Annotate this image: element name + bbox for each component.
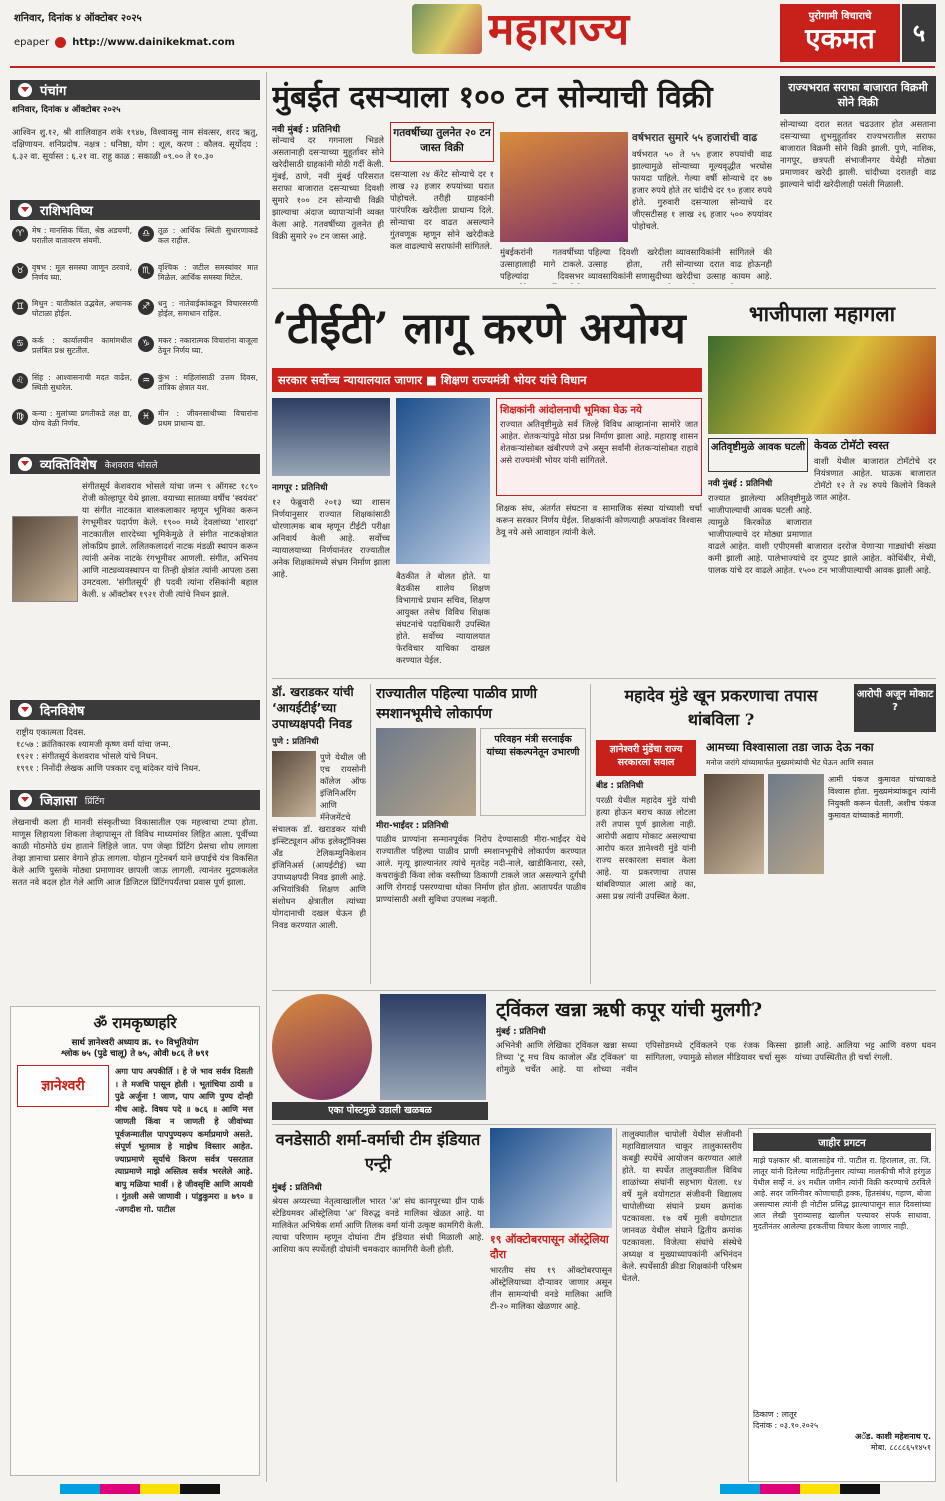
bhaji-story	[708, 292, 936, 672]
dinvishesh-item: १८५७ : क्रांतिकारक श्यामजी कृष्ण वर्मा यांचा जन्म.	[16, 739, 171, 749]
munde-photo-2	[768, 774, 824, 874]
zodiac-icon: ♒	[138, 373, 154, 389]
jidnyasa-title: जिज्ञासा	[40, 794, 77, 809]
map-graphic	[412, 4, 482, 54]
bhaji-byline: नवी मुंबई : प्रतिनिधी	[708, 479, 773, 489]
rashi-item	[12, 409, 132, 440]
page-number: ५	[902, 4, 936, 62]
tet-box-title: शिक्षकांनी आंदोलनाची भूमिका घेऊ नये	[500, 405, 642, 416]
smashan-headline: राज्यातील पहिल्या पाळीव प्राणी स्मशानभूमीचे लोकार्पण	[376, 686, 537, 722]
brand-block	[780, 4, 900, 62]
cricket-byline: मुंबई : प्रतिनिधी	[272, 1183, 322, 1193]
tet-box-body: राज्यात अतिवृष्टीमुळे सर्व जिल्हे विविध आव्हानांना सामोरे जात आहेत. शेतकऱ्यांपुढे मोठा प्रश्न निर्माण झाला आहे. महाराष्ट्र शासन शेतकऱ्यांसोबत खंबीरपणे उभे असून सर्वांनी शेतकऱ्यांसोबत राहावे असे राज्यमंत्री भोयर यांनी सांगितले.	[500, 419, 698, 465]
masthead	[0, 0, 945, 70]
minister-photo	[272, 398, 390, 476]
twinkle-photo-2	[380, 994, 486, 1100]
munde-headline: महादेव मुंडे खून प्रकरणाचा तपास थांबविला ?	[624, 686, 818, 729]
munde-body: परळी येथील महादेव मुंडे यांची हत्या होऊन बराच काळ लोटला तरी तपास पूर्ण झालेला नाही. आरोपी अद्याप मोकाट असल्याचा आरोप करत ज्ञानेश्वरी मुंडे यांनी राज्य सरकारला सवाल केला आहे. या प्रकरणाचा तपास थांबविण्यात आला आहे का, असा प्रश्न त्यांनी उपस्थित केला.	[596, 795, 696, 901]
notice-box	[748, 1128, 936, 1482]
ramkrishna-box	[10, 1006, 260, 1476]
bhaji-headline: भाजीपाला महागला	[748, 301, 896, 326]
lead-headline: मुंबईत दसऱ्याला १०० टन सोन्याची विक्री	[272, 80, 713, 115]
tet-box	[496, 398, 702, 496]
website-link[interactable]: http://www.dainikekmat.com	[72, 36, 235, 48]
registration-magenta	[100, 1484, 140, 1494]
rashi-item	[12, 263, 132, 294]
panchang-title: पंचांग	[40, 84, 67, 99]
tet-headline: ‘टीईटी’ लागू करणे अयोग्य	[272, 304, 686, 354]
rashi-item	[138, 336, 258, 367]
dnyaneshwari-logo: ज्ञानेश्वरी	[17, 1065, 109, 1107]
rashi-icon	[18, 203, 32, 217]
ramkrishna-verse-ref: श्लोक ७५ (पुढे चालू) ते ७५, ओवी ७८६ ते ७९१	[60, 1049, 210, 1059]
rashi-item	[12, 336, 132, 367]
bhaji-body: राज्यात झालेल्या अतिवृष्टीमुळे भाजीपाल्याची आवक घटली आहे. त्यामुळे किरकोळ बाजारात भाजीपाल्याचे दर मोठ्या प्रमाणात वाढले आहेत. वाशी एपीएमसी बाजारात दररोज येणाऱ्या गाड्यांची संख्या कमी झाली आहे. पालेभाज्यांचे दर दुप्पट झाले आहेत. कोथिंबीर, मेथी, पालक यांचे दर वाढले आहेत. १५०० टन भाजीपाल्याची आवक झाली आहे.	[708, 493, 936, 575]
kharadkar-photo	[272, 751, 316, 817]
rashi-item	[12, 299, 132, 330]
munde-quote-sub: मनोज जरांगे यांच्यामार्फत मुख्यमंत्र्यांची भेट घेऊन आणि सवाल	[706, 758, 874, 767]
munde-box: ज्ञानेश्वरी मुंडेंचा राज्य सरकारला सवाल	[596, 740, 696, 776]
lead-side-body: सोन्याच्या दरात सतत चढउतार होत असताना दसऱ्याच्या शुभमुहूर्तावर राज्यभरातील सराफा बाजारात विक्रमी सोने विक्री झाली. पुणे, नाशिक, नागपूर, छत्रपती संभाजीनगर येथेही मोठ्या प्रमाणावर खरेदी झाली. चांदीच्या दरातही वाढ झाल्याने चांदी खरेदीलाही पसंती मिळाली.	[780, 119, 936, 189]
dinvishesh-title: दिनविशेष	[40, 704, 85, 719]
rashi-grid	[12, 226, 258, 444]
zodiac-icon: ♌	[12, 373, 28, 389]
rashi-item	[138, 373, 258, 404]
tet-body-1: १२ फेब्रुवारी २०१३ च्या शासन निर्णयानुसार राज्यात शिक्षकांसाठी धोरणात्मक बाब म्हणून टीईटी परीक्षा अनिवार्य केली आहे. सर्वोच्च न्यायालयाच्या निर्णयानंतर राज्यातील अनेक शिक्षकांमध्ये संभ्रम निर्माण झाला आहे.	[272, 497, 390, 579]
lead-body-1: सोन्याचे दर गगनाला भिडले असतानाही दसऱ्याच्या मुहूर्तावर सोने खरेदीसाठी ग्राहकांनी मोठी गर्दी केली. मुंबई, ठाणे, नवी मुंबई परिसरात सराफा बाजारात दसऱ्याच्या दिवशी सुमारे १०० टन सोन्याची विक्री झाल्याचा अंदाज व्यापाऱ्यांनी व्यक्त केला आहे. गतवर्षीच्या तुलनेत ही विक्री सुमारे २० टन जास्त आहे.	[272, 135, 384, 241]
left-column	[10, 72, 260, 1482]
rashi-text: मिथुन : यातीकांत उद्भवेल, अचानक घोटाळा होईल.	[32, 299, 132, 319]
vyakti-body-wrap	[12, 480, 258, 692]
tet-byline: नागपूर : प्रतिनिधी	[272, 483, 328, 493]
registration-yellow-2	[800, 1484, 840, 1494]
tet-body-2: बैठकीत ते बोलत होते. या बैठकीस शालेय शिक्षण विभागाचे प्रधान सचिव, शिक्षण आयुक्त तसेच विविध शिक्षक संघटनांचे पदाधिकारी उपस्थित होते. सर्वोच्च न्यायालयात फेरविचार याचिका दाखल करण्यात येईल.	[396, 571, 490, 665]
munde-story	[596, 684, 936, 984]
rashi-item	[138, 409, 258, 440]
rashi-text: तूळ : आर्थिक स्थिती सुधारणाकडे कल राहील.	[158, 226, 258, 245]
rashi-text: सिंह : आश्वासनाची मदत वाढेल, स्थिती सुधारेल.	[32, 372, 132, 392]
lead-highlight-body: वर्षभरात ५० ते ५५ हजार रुपयांची वाढ झाल्यामुळे सोन्याच्या मूल्यवृद्धीत भरघोस फायदा पाहिले. गेल्या वर्षी सोन्याचे दर ७७ हजार रुपये होते तर चांदीचे दर ९० हजार रुपये होते. गुरुवारी दसऱ्याला सोन्याचे दर जीएसटीसह १ लाख २६ हजार ५०० रुपयांवर पोहोचले.	[632, 149, 772, 231]
rashi-text: मेष : मानसिक चिंता, श्रेष्ठ अडचणी, घरातील वातावरण संयमी.	[32, 226, 132, 245]
tet-subhead: सरकार सर्वोच्च न्यायालयात जाणार ■ शिक्षण राज्यमंत्री भोयर यांचे विधान	[272, 368, 702, 392]
rashi-text: कन्या : मुलांच्या प्रगतीकडे लक्ष द्या, योग्य वेळी निर्णय.	[32, 409, 132, 429]
dinvishesh-header	[10, 700, 260, 720]
dinvishesh-item: १९२१ : संगीतसूर्य केशवराव भोसले यांचे निधन.	[16, 751, 159, 761]
registration-black	[180, 1484, 220, 1494]
rashi-title: राशिभविष्य	[40, 204, 93, 219]
lead-byline: नवी मुंबई : प्रतिनिधी	[272, 125, 341, 135]
zodiac-icon: ♉	[12, 263, 28, 279]
rashi-item	[12, 226, 132, 257]
notice-place: ठिकाण : लातूर	[753, 1410, 797, 1419]
notice-advocate: अॅड. काशी महेशनाथ ए.	[855, 1432, 931, 1441]
cricket-body: श्रेयस अय्यरच्या नेतृत्वाखालील भारत 'अ' संघ कानपूरच्या ग्रीन पार्क स्टेडियमवर ऑस्ट्रेलिया 'अ' विरुद्ध वनडे मालिका खेळत आहे. या मालिकेत अभिषेक शर्मा आणि तिलक वर्मा यांनी उत्कृष्ट कामगिरी केली. त्याचा परिणाम म्हणून दोघांना टीम इंडियात संधी मिळाली आहे. आशिया कप स्पर्धेतही दोघांनी चमकदार कामगिरी केली होती.	[272, 1196, 484, 1254]
lead-story	[272, 76, 772, 284]
twinkle-photo-1	[272, 994, 372, 1100]
vyakti-icon	[18, 457, 32, 471]
jidnyasa-subtitle: प्रिंटिंग	[84, 796, 105, 807]
lead-sub-box: गतवर्षीच्या तुलनेत २० टन जास्त विक्री	[390, 122, 494, 162]
munde-side-box: आरोपी अजून मोकाट ?	[854, 684, 936, 732]
kharadkar-story	[272, 684, 366, 984]
vyakti-title: व्यक्तिविशेष	[40, 458, 97, 473]
cricket-photo	[490, 1128, 612, 1228]
smashan-byline: मीरा-भाईंदर : प्रतिनिधी	[376, 821, 449, 831]
lead-body-4: पहिल्या दिवशी खरेदीला उत्साह होता, तरी व्यावसायिकांनी सणासुदीच्या	[588, 247, 672, 281]
twinkle-caption: एका पोस्टमुळे उडाली खळबळ	[272, 1102, 488, 1120]
zodiac-icon: ♈	[12, 226, 28, 242]
twinkle-photos	[272, 994, 488, 1120]
bhaji-subtitle: अतिवृष्टीमुळे आवक घटली	[708, 438, 808, 472]
lead-side-story	[780, 76, 936, 284]
date-line: शनिवार, दिनांक ४ ऑक्टोबर २०२५	[14, 13, 142, 24]
rashi-item	[12, 373, 132, 404]
lead-highlight	[632, 132, 772, 242]
jidnyasa-body: लेखनाची कला ही मानवी संस्कृतीच्या विकासातील एक महत्त्वाचा टप्पा होता. माणूस लिहायला शिकला तेव्हापासून तो विविध माध्यमांवर लिहित आला. पूर्वीच्या काळी मोठमोठे ग्रंथ हाताने लिहिले जात. पण जेव्हा प्रिंटिंग प्रेसचा शोध लागला तेव्हा ज्ञानाचा प्रसार वेगाने होऊ लागला. योहान गुटेनबर्ग याने छपाईचे यंत्र विकसित केले आणि पुस्तके मोठ्या प्रमाणावर छापली जाऊ लागली. त्यानंतर मुद्रणकलेत सतत नवे बदल होत गेले आणि आज डिजिटल प्रिंटिंगपर्यंतचा प्रवास पूर्ण झाला.	[12, 817, 258, 887]
registration-magenta-2	[760, 1484, 800, 1494]
notice-phone: मोबा. ८८८८६५१४५१	[870, 1443, 931, 1452]
jidnyasa-header	[10, 790, 260, 810]
smashan-body: पाळीव प्राण्यांना सन्मानपूर्वक निरोप देण्यासाठी मीरा-भाईंदर येथे राज्यातील पहिल्या पाळीव प्राणी स्मशानभूमीचे लोकार्पण करण्यात आले. मृत्यू झाल्यानंतर त्यांचे मृतदेह नदी-नाले, खाडीकिनारा, रस्ते, कचराकुंडी किंवा लोक वस्तीच्या ठिकाणी टाकले जात असल्याने दुर्गंधी आणि रोगराई पसरण्याचा धोका निर्माण होत होता. आतापर्यंत पाळीव प्राण्यांसाठी अशी सुविधा उपलब्ध नव्हती.	[376, 834, 586, 904]
vyakti-body: संगीतसूर्य केशवराव भोसले यांचा जन्म ९ ऑगस्ट १८९० रोजी कोल्हापूर येथे झाला. वयाच्या सातव्या वर्षीच 'स्वयंवर' या संगीत नाटकात बालकलाकार म्हणून भूमिका करून रंगभूमीवर पदार्पण केले. १९०० मध्ये देवलांच्या 'शारदा' नाटकातील शारदेच्या भूमिकेमुळे ते संगीत नाटकक्षेत्रात लोकप्रिय झाले. ललितकलादर्श नाटक मंडळी स्थापन करून त्यांनी अनेक नाटके रंगभूमीवर आणली. संगीत, अभिनय आणि नाट्यव्यवस्थापन या तिन्ही क्षेत्रांत त्यांनी आपला ठसा उमटवला. 'संगीतसूर्य' ही पदवी त्यांना रसिकांनी बहाल केली. ४ ऑक्टोबर १९२१ रोजी त्यांचे निधन झाले.	[82, 481, 258, 599]
twinkle-story	[496, 996, 936, 1120]
smashan-box: परिवहन मंत्री सरनाईक यांच्या संकल्पनेतून उभारणी	[480, 728, 586, 816]
jidnyasa-icon	[18, 793, 32, 807]
ramkrishna-subtitle: सार्थ ज्ञानेश्वरी अध्याय क्र. १० विभूतियोग	[71, 1038, 199, 1048]
notice-body: माझे पक्षकार श्री. बालासाहेब गो. पाटील रा. हिरालाल, ता. जि. लातूर यांनी दिलेल्या माहितीनुसार त्यांच्या मालकीची मौजे हरंगुळ येथील सर्व्हे नं. ४९ मधील जमीन त्यांनी विक्री करण्याचे ठरविले आहे. सदर जमिनीवर कोणाचाही हक्क, हितसंबंध, गहाण, बोजा असल्यास त्यांनी ही नोटीस प्रसिद्ध झाल्यापासून सात दिवसांच्या आत लेखी पुराव्यासह खालील पत्त्यावर संपर्क साधावा. मुदतीनंतर आलेल्या हरकतींचा विचार केला जाणार नाही.	[753, 1156, 931, 1231]
panchang-header	[10, 80, 260, 100]
rashi-item	[138, 263, 258, 294]
cricket-box-title: १९ ऑक्टोबरपासून ऑस्ट्रेलिया दौरा	[490, 1233, 609, 1261]
minister-speech-photo	[396, 398, 490, 564]
cricket-side	[490, 1128, 612, 1482]
cricket-story	[272, 1128, 484, 1482]
smashan-story	[376, 684, 586, 984]
rashi-item	[138, 299, 258, 330]
twinkle-headline: ट्विंकल खन्ना ऋषी कपूर यांची मुलगी?	[496, 999, 763, 1021]
epaper-row	[14, 34, 344, 50]
rashi-text: मकर : नकारात्मक विचारांना बाजूला ठेवून निर्णय घ्या.	[158, 335, 258, 355]
registration-yellow	[140, 1484, 180, 1494]
rashi-header	[10, 200, 260, 220]
zodiac-icon: ♓	[138, 409, 154, 425]
munde-quote-title: आमच्या विश्वासाला तडा जाऊ देऊ नका	[706, 740, 874, 754]
zodiac-icon: ♑	[138, 336, 154, 352]
zodiac-icon: ♊	[12, 299, 28, 315]
rashi-text: कुंभ : महिलांसाठी उत्तम दिवस, तांत्रिक क्षेत्रात यश.	[158, 372, 258, 392]
twinkle-body: अभिनेत्री आणि लेखिका ट्विंकल खन्ना सध्या तिच्या 'टू मच विथ काजोल अँड ट्विंकल' या शोमुळे चर्चेत आहे. या शोच्या नवीन एपिसोडमध्ये ट्विंकलने एक रंजक किस्सा सांगितला, ज्यामुळे सोशल मीडियावर चर्चा सुरू झाली आहे. आलिया भट्ट आणि वरुण धवन यांच्या उपस्थितीत ही चर्चा रंगली.	[496, 1040, 936, 1074]
vyakti-header	[10, 454, 260, 474]
smashan-photo	[376, 728, 476, 816]
tomato-title: केवळ टोमॅटो स्वस्त	[814, 439, 889, 452]
epaper-label: epaper	[14, 36, 50, 48]
panchang-icon	[18, 83, 32, 97]
rashi-text: वृषभ : मूल समस्या जाणून ठरवावे, निर्णय घ्या.	[32, 262, 132, 282]
zodiac-icon: ♐	[138, 299, 154, 315]
lead-body-2: दसऱ्याला २४ कॅरेट सोन्याचे दर १ लाख २३ हजार रुपयांच्या घरात पोहोचले. तरीही ग्राहकांनी पारंपरिक खरेदीला प्राधान्य दिले. सोन्याचा दर वाढत असल्याने गुंतवणूक म्हणून सोने खरेदीकडे कल वाढल्याचे सराफांनी सांगितले.	[390, 169, 494, 251]
ramkrishna-title: ॐ रामकृष्णहरि	[93, 1014, 177, 1032]
panchang-date: शनिवार, दिनांक ४ ऑक्टोबर २०२५	[12, 105, 121, 115]
zodiac-icon: ♎	[138, 226, 154, 242]
dinvishesh-icon	[18, 703, 32, 717]
rashi-text: वृश्चिक : जटील समस्यांवर मात मिळेल. आर्थिक समस्या मिटेल.	[158, 262, 258, 282]
registration-cyan-2	[720, 1484, 760, 1494]
munde-byline: बीड : प्रतिनिधी	[596, 781, 644, 791]
sanjivani-story	[622, 1128, 742, 1482]
dinvishesh-list	[16, 726, 258, 784]
lead-body-5: व्यावसायिकांनी सांगितले की सोन्याच्या दरात वाढ होऊनही खरेदीचा उत्साह कायम आहे.	[676, 247, 772, 281]
registration-cyan	[60, 1484, 100, 1494]
globe-icon	[55, 37, 66, 48]
kharadkar-headline: डॉ. खराडकर यांची ‘आयईटीई’च्या उपाध्यक्षपदी निवड	[272, 685, 354, 731]
twinkle-byline: मुंबई : प्रतिनिधी	[496, 1027, 546, 1037]
notice-title: जाहीर प्रगटन	[753, 1133, 931, 1151]
zodiac-icon: ♍	[12, 409, 28, 425]
cricket-headline: वनडेसाठी शर्मा-वर्माची टीम इंडियात एन्ट्री	[275, 1130, 481, 1173]
kharadkar-body: पुणे येथील जी एच रायसोनी कॉलेज ऑफ इंजिनिअरिंग आणि मॅनेजमेंटचे संचालक डॉ. खराडकर यांची इन्स्टिट्यूशन ऑफ इलेक्ट्रॉनिक्स अँड टेलिकम्युनिकेशन इंजिनिअर्स (आयईटीई) च्या उपाध्यक्षपदी निवड झाली आहे. अभियांत्रिकी शिक्षण आणि संशोधन क्षेत्रातील त्यांच्या योगदानाची दखल घेऊन ही निवड करण्यात आली.	[272, 752, 366, 930]
tet-body-3: शिक्षक संघ, अंतर्गत संघटना व सामाजिक संस्था यांच्याशी चर्चा करून सरकार निर्णय घेईल. शिक्षकांनी कोणत्याही अफवांवर विश्वास ठेवू नये असे आवाहन त्यांनी केले.	[496, 503, 702, 537]
gold-shop-photo	[500, 132, 628, 242]
lead-highlight-title: वर्षभरात सुमारे ५५ हजारांची वाढ	[632, 132, 758, 144]
sanjivani-body: तालुक्यातील चापोली येथील संजीवनी महाविद्यालयात चाकूर तालुकास्तरीय कबड्डी स्पर्धेचे आयोजन करण्यात आले होते. या स्पर्धेत तालुक्यातील विविध शाळांच्या संघांनी सहभाग घेतला. १४ वर्षे मुले वयोगटात संजीवनी विद्यालय चापोलीच्या संघाने प्रथम क्रमांक पटकावला. १७ वर्षे मुली वयोगटात जानवळ येथील संघाने द्वितीय क्रमांक पटकावला. विजेत्या संघांचे संस्थेचे अध्यक्ष व मुख्याध्यापकांनी अभिनंदन केले. स्पर्धेसाठी क्रीडा शिक्षकांनी परिश्रम घेतले.	[622, 1129, 742, 1283]
dinvishesh-item: राष्ट्रीय एकात्मता दिवस.	[16, 727, 86, 737]
tet-story	[272, 292, 702, 672]
registration-black-2	[840, 1484, 880, 1494]
rashi-item	[138, 226, 258, 257]
munde-caption: आमी पंकज कुमावत यांच्याकडे विश्वास होता. मुख्यमंत्र्यांकडून त्यांनी नियुक्ती करून घेतली, अशीच पंकज कुमावत यांच्याकडे मागणी.	[828, 775, 936, 820]
rashi-text: धनु : नातेवाईकांकडून विचारसरणी होईल, समाधान राहिल.	[158, 299, 258, 319]
tomato-body: वाशी येथील बाजारात टोमॅटोचे दर नियंत्रणात आहेत. घाऊक बाजारात टोमॅटो १२ ते २४ रुपये किलोने विकले जात आहेत.	[814, 456, 936, 502]
vegetables-photo	[708, 336, 936, 434]
lead-body-3: मुंबईकरांनी गतवर्षीच्या उत्साहालाही मागे टाकले. पहिल्यांदा दिवसभर	[500, 247, 584, 281]
dinvishesh-item: १९९१ : निनोंदी लेखक आणि पत्रकार दत्तू बांदेकर यांचे निधन.	[16, 763, 201, 773]
munde-photo-1	[704, 774, 764, 874]
lead-side-title: राज्यभरात सराफा बाजारात विक्रमी सोने विक्री	[780, 76, 936, 114]
panchang-body: आश्विन शु.१२, श्री शालिवाहन शके १९४७, विश्वावसु नाम संवत्सर, शरद ऋतु, दक्षिणायन. शनिप्रदोष. नक्षत्र : धनिष्ठा, योग : शूल, करण : कौलव. सूर्योदय : ६.३२ वा. सूर्यास्त : ६.२१ वा. राहू काळ : सकाळी ०९.०० ते १०.३०	[12, 127, 258, 161]
rashi-text: कर्क : कार्यालयीन कामांमधील प्रलंबित प्रश्न सुटतील.	[32, 335, 132, 355]
kharadkar-byline: पुणे : प्रतिनिधी	[272, 737, 319, 747]
zodiac-icon: ♋	[12, 336, 28, 352]
section-title: महाराज्य	[488, 4, 630, 55]
ramkrishna-body: अगा पाप अपकीर्ति । हे जे भाव सर्वत्र दिसती । ते मजचि पासून होती । भूतांचिया ठायी ॥ पुढे अर्जुना ! जाण, पाप आणि पुण्य दोन्ही मीच आहे. विषय पदे ॥ ७८६ ॥ आणि मत्त जाणती किंवा न जाणती हे जीवांच्या पूर्वजन्मातील पापपुण्यरूप कर्माप्रमाणे असते. संपूर्ण भूतमात्र हे माझेच विस्तार आहेत. ज्याप्रमाणे सूर्याचे किरण सर्वत्र पसरतात त्याप्रमाणे माझे अस्तित्व सर्वत्र भरलेले आहे. बापु मळिया भावीं । हे जीवसृष्टि आणि आयवी । गुंतली असे जाणावी । पांडुकुमरा ॥ ७९० ॥ -जगदीश गो. पाटील	[115, 1066, 253, 1214]
cricket-box-body: भारतीय संघ १९ ऑक्टोबरपासून ऑस्ट्रेलियाच्या दौऱ्यावर जाणार असून तीन सामन्यांची वनडे मालिका आणि टी-२० मालिका खेळणार आहे.	[490, 1265, 612, 1311]
vyakti-subtitle: केशवराव भोसले	[104, 460, 158, 471]
rashi-text: मीन : जीवनसाथीच्या विचारांना प्रथम प्राधान्य द्या.	[158, 409, 258, 429]
brand-logo: एकमत	[805, 22, 875, 55]
brand-tagline: पुरोगामी विचाराचे	[808, 11, 872, 22]
zodiac-icon: ♏	[138, 263, 154, 279]
notice-date: दिनांक : ०३.१०.२०२५	[753, 1421, 819, 1430]
bhaji-body-wrap	[708, 492, 936, 672]
